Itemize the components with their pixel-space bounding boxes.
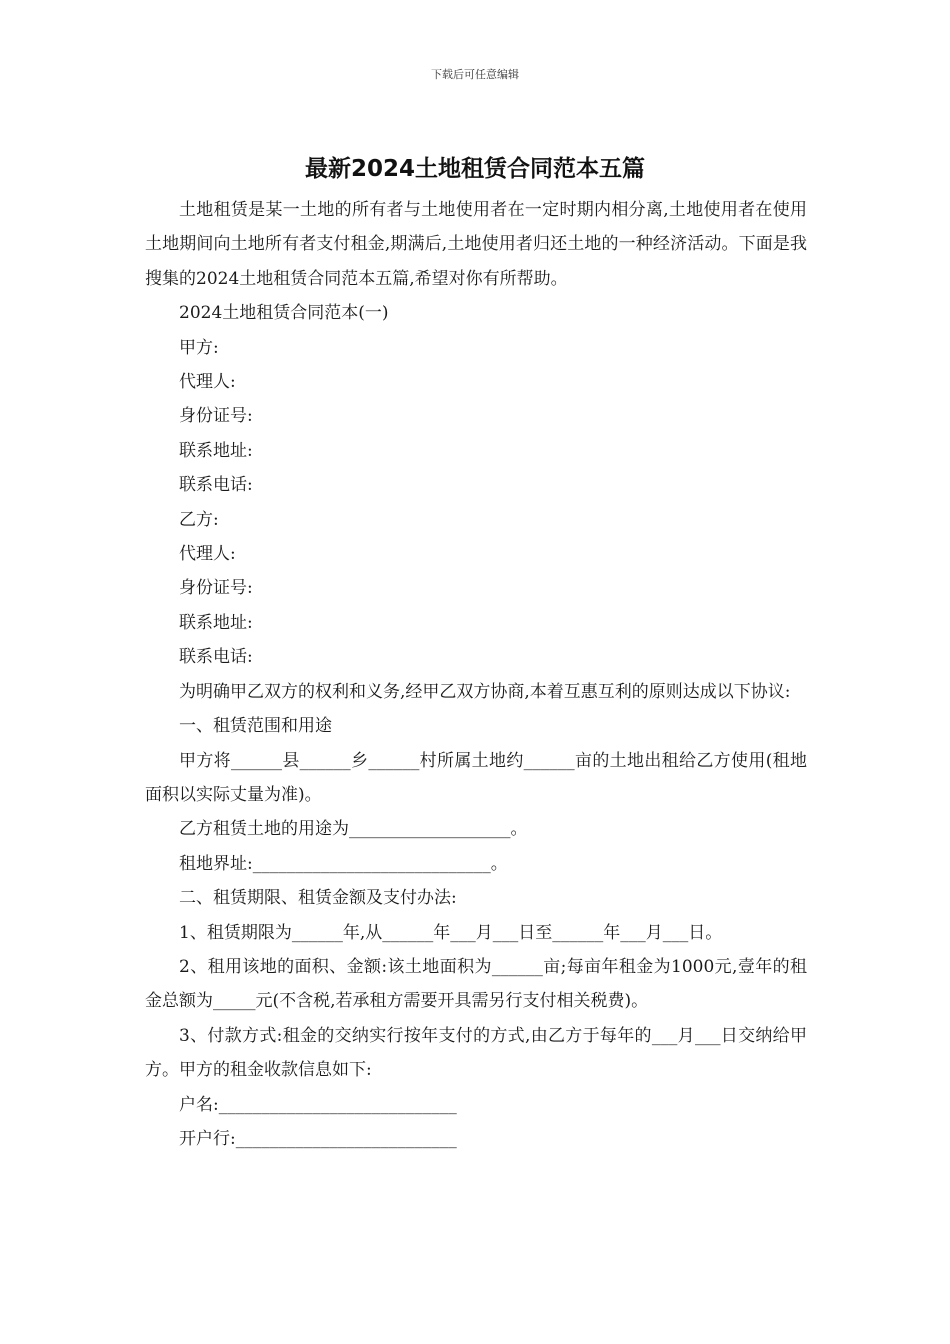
clause-1-land-boundary: 租地界址:____________________________。 (179, 853, 508, 874)
clause-2-area-amount: 2、租用该地的面积、金额:该土地面积为______亩;每亩年租金为1000元,壹年的租金总额为_____元(不含税,若承租方需要开具需另行支付相关税费)。 (145, 956, 807, 1012)
party-a-address-label: 联系地址: (179, 440, 253, 461)
party-a-agent-label: 代理人: (179, 372, 236, 393)
section-heading-template-1: 2024土地租赁合同范本(一) (179, 303, 389, 324)
clause-1-land-location: 甲方将______县______乡______村所属土地约______亩的土地出租给乙方使用(租地面积以实际丈量为准)。 (145, 750, 807, 805)
header-note: 下载后可任意编辑 (431, 68, 519, 81)
intro-paragraph: 土地租赁是某一土地的所有者与土地使用者在一定时期内相分离,土地使用者在使用土地期间向土地所有者支付租金,期满后,土地使用者归还土地的一种经济活动。下面是我搜集的2024土地租赁合同范本五篇,希望对你有所帮助。 (145, 200, 807, 289)
party-b-id-label: 身份证号: (179, 578, 253, 599)
party-b-agent-label: 代理人: (179, 544, 236, 565)
party-a-label: 甲方: (179, 337, 219, 358)
party-b-address-label: 联系地址: (179, 612, 253, 633)
clause-1-land-usage: 乙方租赁土地的用途为___________________。 (179, 819, 528, 840)
document-body (145, 193, 807, 1156)
party-a-phone-label: 联系电话: (179, 475, 253, 496)
clause-2-term: 1、租赁期限为______年,从______年___月___日至______年___月___日。 (179, 922, 723, 943)
party-b-label: 乙方: (179, 509, 219, 530)
account-name-label: 户名:____________________________ (179, 1094, 457, 1115)
document-title: 最新2024土地租赁合同范本五篇 (304, 156, 645, 182)
clause-1-heading: 一、租赁范围和用途 (179, 716, 332, 737)
clause-2-payment-method: 3、付款方式:租金的交纳实行按年支付的方式,由乙方于每年的___月___日交纳给甲方。甲方的租金收款信息如下: (145, 1025, 807, 1081)
agreement-preamble: 为明确甲乙双方的权利和义务,经甲乙双方协商,本着互惠互利的原则达成以下协议: (179, 681, 791, 702)
clause-2-heading: 二、租赁期限、租赁金额及支付办法: (179, 888, 457, 909)
party-a-id-label: 身份证号: (179, 406, 253, 427)
party-b-phone-label: 联系电话: (179, 647, 253, 668)
bank-label: 开户行:__________________________ (179, 1128, 457, 1149)
